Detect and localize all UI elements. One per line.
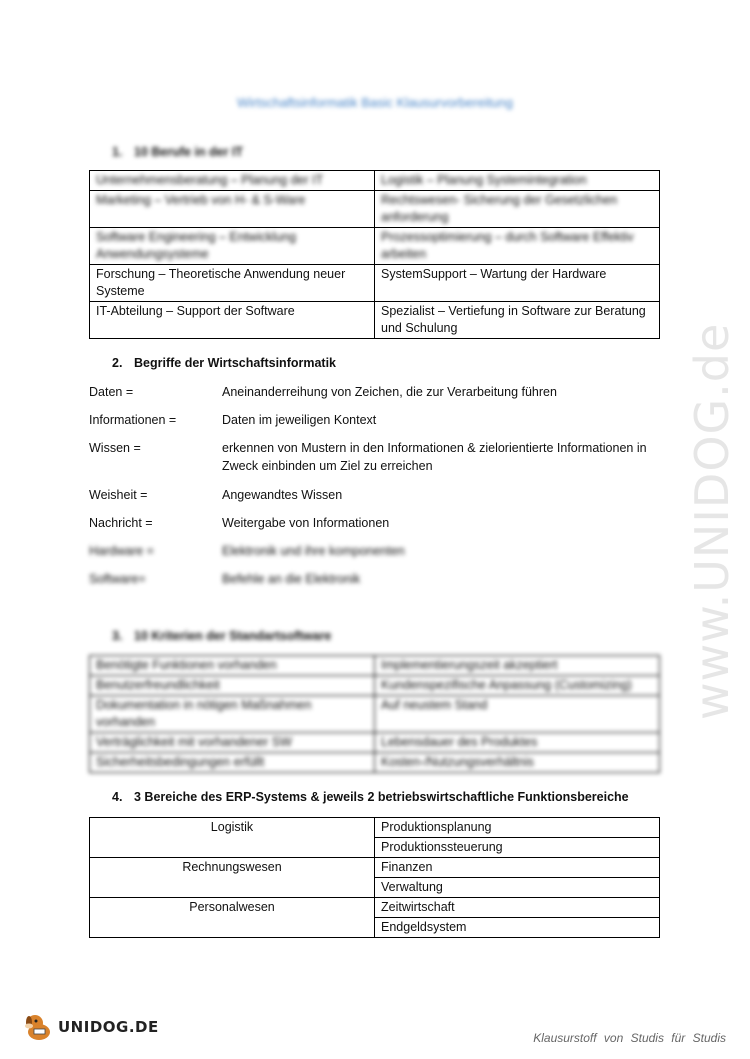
- page-title: Wirtschaftsinformatik Basic Klausurvorbereitung: [237, 95, 513, 110]
- table-cell: Prozessoptimierung – durch Software Effektiv arbeiten: [375, 228, 660, 265]
- section-4-heading: [112, 790, 629, 804]
- table-row: [90, 818, 660, 838]
- table-row: [90, 898, 660, 918]
- table-row: [90, 656, 660, 676]
- table-row: [90, 302, 660, 339]
- table-cell: Spezialist – Vertiefung in Software zur Beratung und Schulung: [375, 302, 660, 339]
- erp-function-cell: Verwaltung: [375, 878, 660, 898]
- definition-text: Weitergabe von Informationen: [222, 516, 390, 530]
- erp-function-cell: Zeitwirtschaft: [375, 898, 660, 918]
- definition-text: Befehle an die Elektronik: [222, 572, 361, 586]
- table-cell: Sicherheitsbedingungen erfüllt: [90, 753, 375, 773]
- definition-term: Informationen =: [89, 413, 177, 427]
- criteria-table: [89, 655, 660, 773]
- table-cell: Benutzerfreundlichkeit: [90, 676, 375, 696]
- table-cell: Kundenspezifische Anpassung (Customizing): [375, 676, 660, 696]
- erp-table: [89, 817, 660, 938]
- section-number: 2.: [112, 356, 123, 370]
- section-1-heading: [112, 145, 243, 159]
- table-cell: Benötigte Funktionen vorhanden: [90, 656, 375, 676]
- erp-area-cell: Personalwesen: [90, 898, 375, 938]
- erp-function-cell: Produktionsplanung: [375, 818, 660, 838]
- table-cell: Dokumentation in nötigen Maßnahmen vorhanden: [90, 696, 375, 733]
- footer-logo[interactable]: [22, 1012, 159, 1042]
- section-3-heading: [112, 629, 331, 643]
- definition-text: Elektronik und ihre komponenten: [222, 544, 405, 558]
- definition-text: erkennen von Mustern in den Informationen & zielorientierte Informationen in Zweck einbinden um Ziel zu erreichen: [222, 441, 647, 473]
- table-cell: Unternehmensberatung – Planung der IT: [90, 171, 375, 191]
- section-number: 1.: [112, 145, 123, 159]
- table-cell: Marketing – Vertrieb von H- & S-Ware: [90, 191, 375, 228]
- table-cell: Logistik – Planung Systemintegration: [375, 171, 660, 191]
- table-cell: Kosten-/Nutzungsverhältnis: [375, 753, 660, 773]
- definition-term: Weisheit =: [89, 488, 148, 502]
- section-title: 10 Berufe in der IT: [134, 145, 244, 159]
- table-row: [90, 265, 660, 302]
- section-2-heading: [112, 356, 336, 370]
- table-row: [90, 696, 660, 733]
- watermark: www.UNIDOG.de: [685, 322, 739, 720]
- table-cell: SystemSupport – Wartung der Hardware: [375, 265, 660, 302]
- table-cell: Software Engineering – Entwicklung Anwendungsysteme: [90, 228, 375, 265]
- table-row: [90, 858, 660, 878]
- erp-function-cell: Finanzen: [375, 858, 660, 878]
- section-title: 10 Kriterien der Standartsoftware: [134, 629, 332, 643]
- table-row: [90, 733, 660, 753]
- erp-area-cell: Logistik: [90, 818, 375, 858]
- dog-icon: [22, 1012, 56, 1042]
- definition-term: Software=: [89, 572, 146, 586]
- definition-text: Angewandtes Wissen: [222, 488, 343, 502]
- table-cell: Verträglichkeit mit vorhandener SW: [90, 733, 375, 753]
- table-row: [90, 753, 660, 773]
- definition-text: Daten im jeweiligen Kontext: [222, 413, 377, 427]
- section-title: 3 Bereiche des ERP-Systems & jeweils 2 betriebswirtschaftliche Funktionsbereiche: [134, 790, 629, 804]
- definition-term: Hardware =: [89, 544, 154, 558]
- table-cell: Auf neustem Stand: [375, 696, 660, 733]
- table-row: [90, 676, 660, 696]
- erp-area-cell: Rechnungswesen: [90, 858, 375, 898]
- definition-term: Nachricht =: [89, 516, 153, 530]
- section-number: 3.: [112, 629, 123, 643]
- table-cell: Implementierungszeit akzeptiert: [375, 656, 660, 676]
- table-row: [90, 171, 660, 191]
- table-cell: Rechtswesen- Sicherung der Gesetzlichen anforderung: [375, 191, 660, 228]
- erp-function-cell: Produktionssteuerung: [375, 838, 660, 858]
- table-cell: IT-Abteilung – Support der Software: [90, 302, 375, 339]
- table-cell: Forschung – Theoretische Anwendung neuer Systeme: [90, 265, 375, 302]
- footer-tagline: Klausurstoff von Studis für Studis: [533, 1031, 726, 1045]
- definition-term: Wissen =: [89, 441, 141, 455]
- it-jobs-table: [89, 170, 660, 339]
- logo-text: UNIDOG.DE: [58, 1018, 159, 1036]
- table-row: [90, 191, 660, 228]
- table-cell: Lebensdauer des Produktes: [375, 733, 660, 753]
- table-row: [90, 228, 660, 265]
- section-title: Begriffe der Wirtschaftsinformatik: [134, 356, 337, 370]
- section-number: 4.: [112, 790, 123, 804]
- definition-text: Aneinanderreihung von Zeichen, die zur Verarbeitung führen: [222, 385, 557, 399]
- erp-function-cell: Endgeldsystem: [375, 918, 660, 938]
- definition-term: Daten =: [89, 385, 134, 399]
